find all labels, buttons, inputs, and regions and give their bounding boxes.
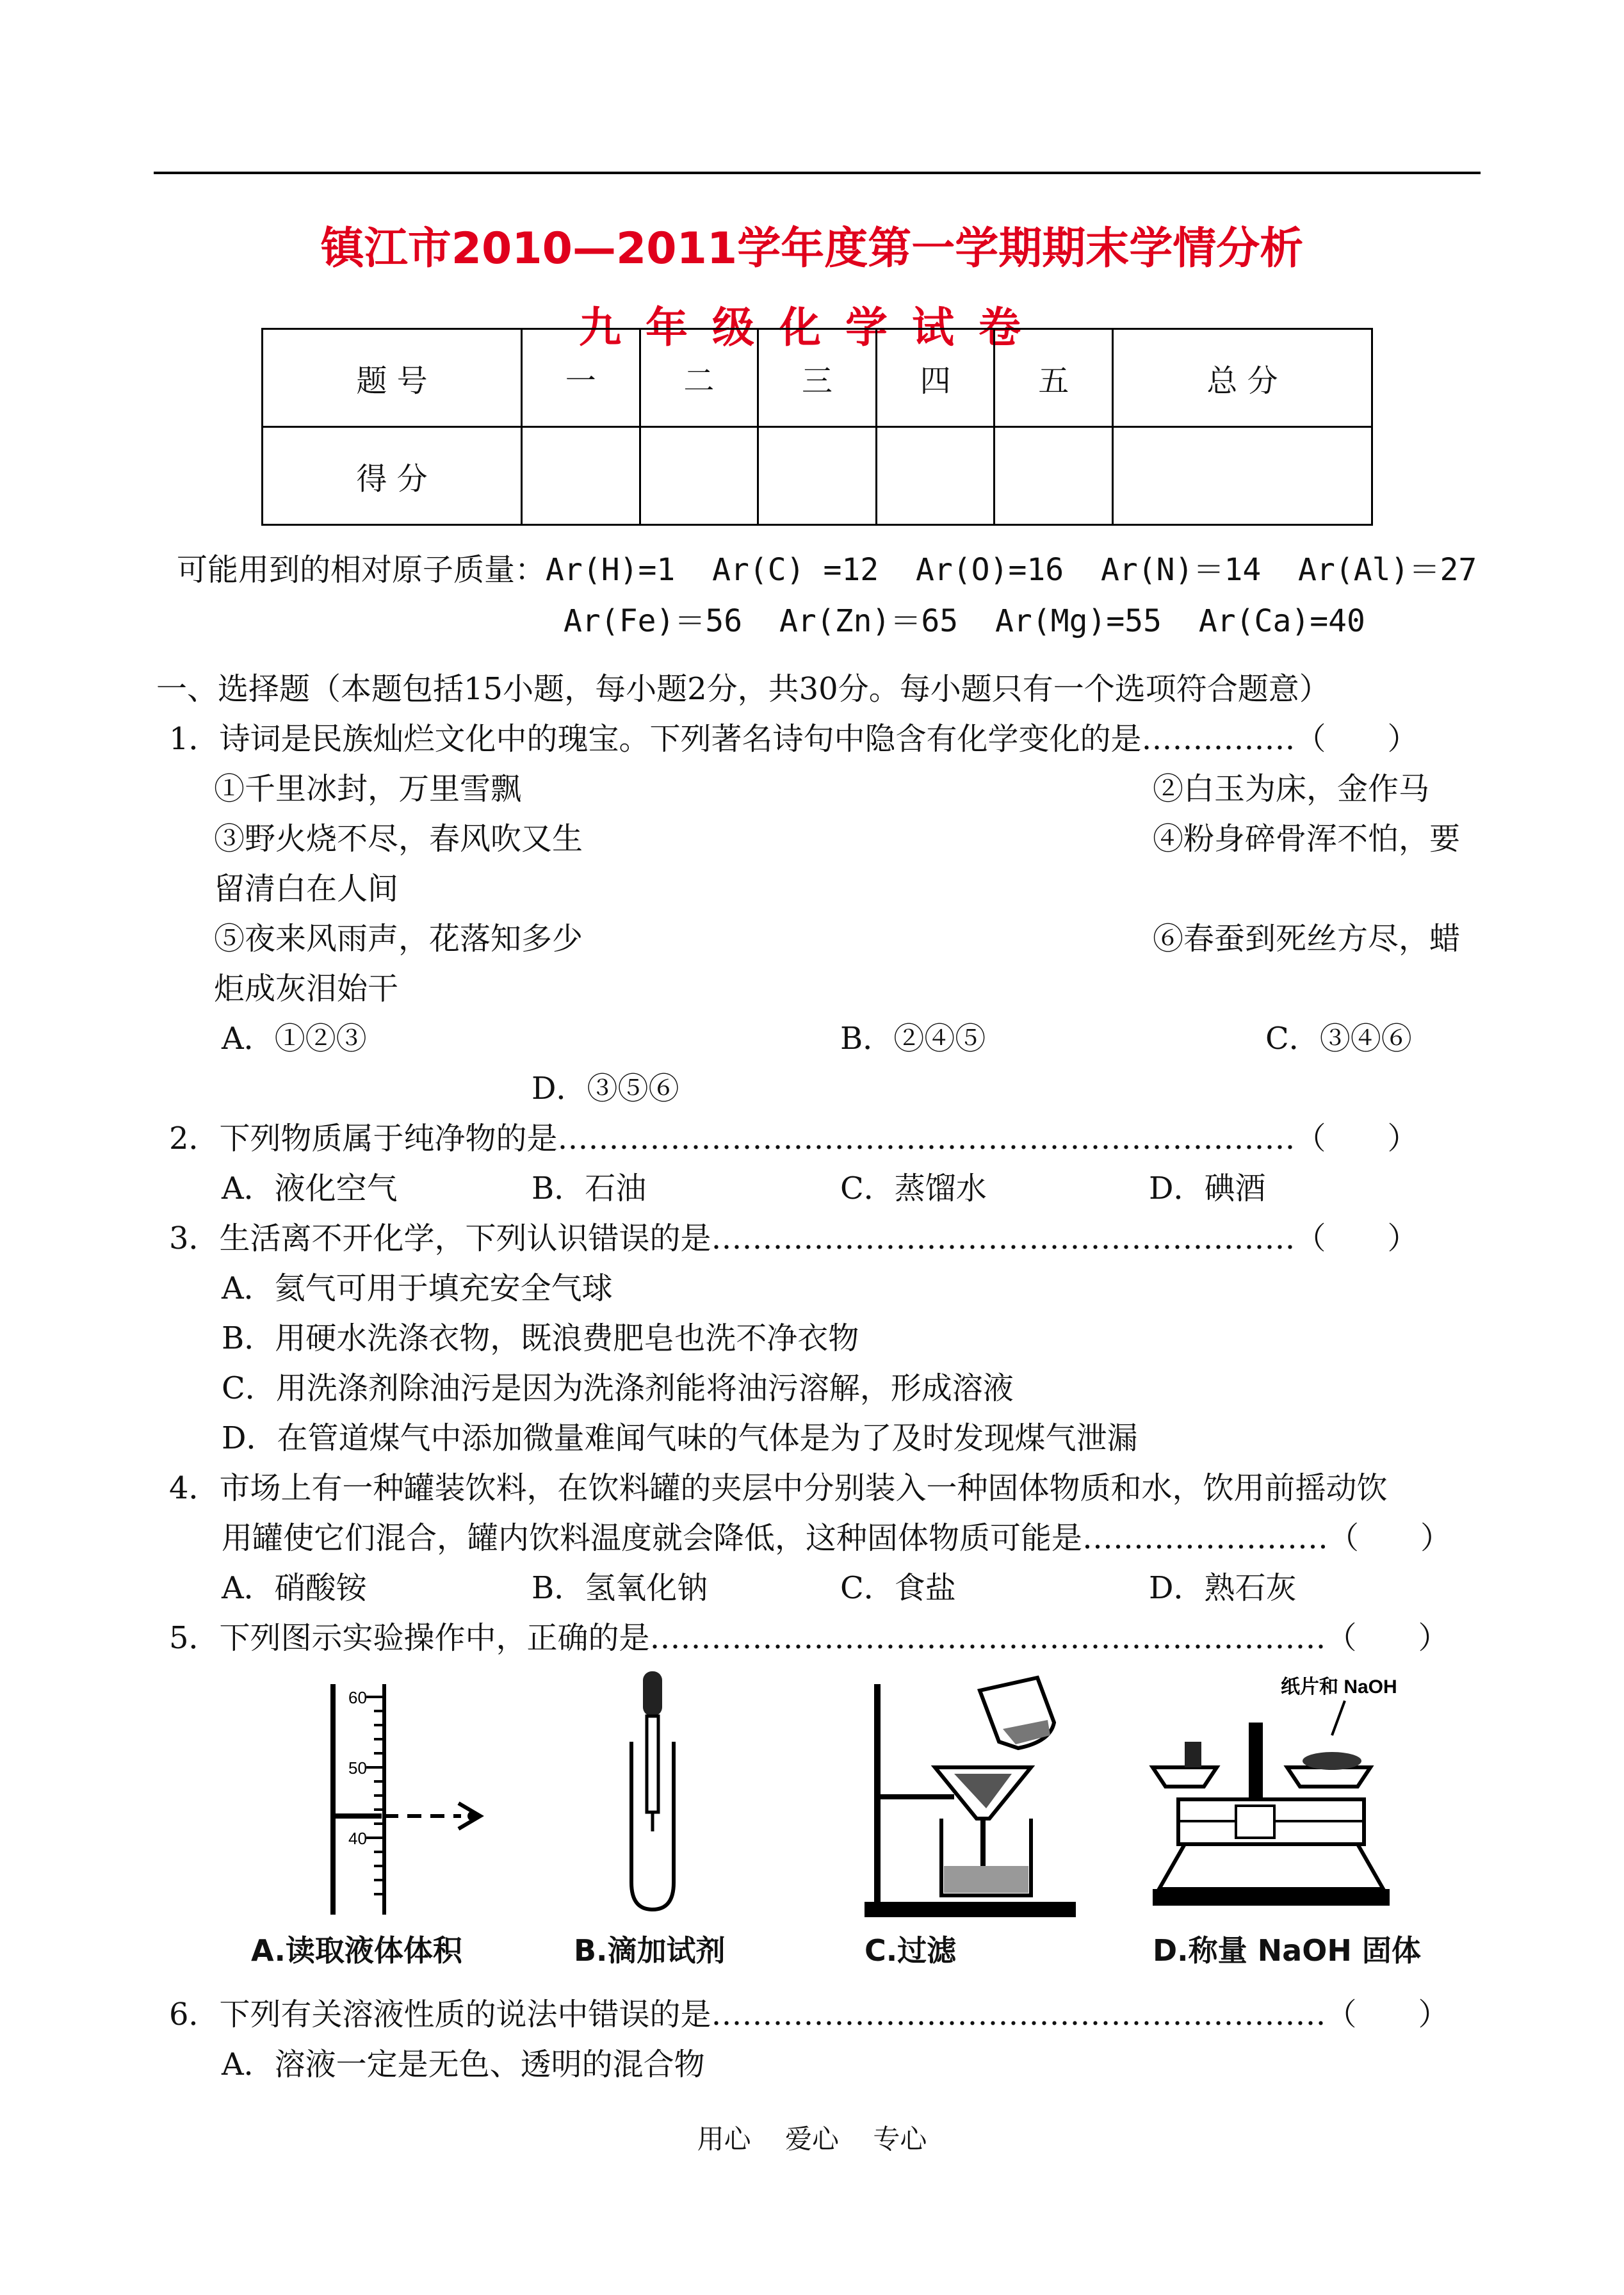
eye-icon (467, 1811, 478, 1821)
figure-c-caption: C.过滤 (865, 1933, 957, 1968)
question-1-stem: 1．诗词是民族灿烂文化中的瑰宝。下列著名诗句中隐含有化学变化的是……………（ ） (169, 721, 1418, 757)
question-2-stem: 2．下列物质属于纯净物的是………………………………………………………………（ ） (169, 1121, 1418, 1156)
score-table-score-row (263, 427, 1372, 525)
graduated-cylinder-figure (307, 1671, 499, 1915)
question-1-option-a: A．①②③ (222, 1021, 367, 1057)
question-6-option-a: A．溶液一定是无色、透明的混合物 (222, 2047, 705, 2082)
question-3-option-d: D．在管道煤气中添加微量难闻气味的气体是为了及时发现煤气泄漏 (222, 1420, 1138, 1456)
question-4-option-a: A．硝酸铵 (222, 1570, 367, 1606)
question-3-option-b: B．用硬水洗涤衣物，既浪费肥皂也洗不净衣物 (222, 1320, 859, 1356)
weight-icon (1185, 1742, 1201, 1767)
question-1-poem: ①千里冰封，万里雪飘 (214, 771, 522, 807)
exam-subtitle: 九年级化学试卷 (579, 303, 1045, 352)
question-1-poem: ②白玉为床，金作马 (1153, 771, 1430, 807)
question-2-option-a: A．液化空气 (222, 1171, 398, 1206)
naoh-paper-label: 纸片和 NaOH (1281, 1676, 1397, 1698)
score-input-cell (1113, 427, 1372, 525)
question-4-option-d: D．熟石灰 (1149, 1570, 1297, 1606)
question-1-option-c: C．③④⑥ (1265, 1021, 1412, 1057)
tick-label-40: 40 (348, 1829, 367, 1848)
score-table-cell: 一 (521, 329, 640, 427)
score-input-cell (521, 427, 640, 525)
score-table-cell: 总 分 (1113, 329, 1372, 427)
score-input-cell (995, 427, 1113, 525)
score-table-cell: 四 (876, 329, 995, 427)
score-table-cell: 得 分 (263, 427, 522, 525)
question-4-stem: 4．市场上有一种罐装饮料，在饮料罐的夹层中分别装入一种固体物质和水，饮用前摇动饮 (169, 1470, 1388, 1506)
figure-a-caption: A.读取液体体积 (251, 1933, 462, 1968)
section-heading: 一、选择题（本题包括15小题，每小题2分，共30分。每小题只有一个选项符合题意） (156, 671, 1330, 707)
filtration-figure (858, 1671, 1089, 1921)
question-1-poem: ③野火烧不尽，春风吹又生 (214, 821, 583, 857)
question-2-option-d: D．碘酒 (1149, 1171, 1266, 1206)
score-table (261, 328, 1373, 526)
question-4-stem-cont: 用罐使它们混合，罐内饮料温度就会降低，这种固体物质可能是……………………（ ） (222, 1520, 1452, 1556)
question-1-poem: ⑤夜来风雨声，花落知多少 (214, 921, 583, 957)
score-table-cell: 二 (640, 329, 758, 427)
page-footer: 用心 爱心 专心 (697, 2123, 927, 2155)
figure-d-caption: D.称量 NaOH 固体 (1153, 1933, 1421, 1968)
question-5-stem: 5．下列图示实验操作中，正确的是…………………………………………………………（ ） (169, 1620, 1449, 1656)
question-1-poem: ④粉身碎骨浑不怕，要 (1153, 821, 1461, 857)
question-1-poem: 炬成灰泪始干 (214, 971, 399, 1007)
question-4-option-c: C．食盐 (840, 1570, 956, 1606)
question-2-option-b: B．石油 (532, 1171, 647, 1206)
question-1-poem: ⑥春蚕到死丝方尽，蜡 (1153, 921, 1461, 957)
dropper-test-tube-figure (615, 1671, 692, 1915)
atomic-mass-values-2: Ar(Fe)＝56 Ar(Zn)＝65 Ar(Mg)=55 Ar(Ca)=40 (564, 603, 1365, 639)
question-1-option-b: B．②④⑤ (840, 1021, 986, 1057)
balance-figure (1140, 1671, 1409, 1915)
atomic-mass-label: 可能用到的相对原子质量： (177, 552, 546, 588)
score-input-cell (758, 427, 877, 525)
question-4-option-b: B．氢氧化钠 (532, 1570, 708, 1606)
dropper-bulb-icon (643, 1671, 662, 1716)
question-3-option-a: A．氦气可用于填充安全气球 (222, 1270, 613, 1306)
score-input-cell (876, 427, 995, 525)
question-6-stem: 6．下列有关溶液性质的说法中错误的是……………………………………………………（ ） (169, 1997, 1449, 2032)
score-table-cell: 三 (758, 329, 877, 427)
question-2-option-c: C．蒸馏水 (840, 1171, 987, 1206)
atomic-mass-line-1 (177, 551, 1477, 589)
score-table-cell: 五 (995, 329, 1113, 427)
tick-label-60: 60 (348, 1688, 367, 1707)
question-1-option-d: D．③⑤⑥ (532, 1071, 679, 1107)
question-1-poem: 留清白在人间 (214, 871, 399, 907)
score-table-header-row (263, 329, 1372, 427)
tick-label-50: 50 (348, 1758, 367, 1778)
score-input-cell (640, 427, 758, 525)
question-3-option-c: C．用洗涤剂除油污是因为洗涤剂能将油污溶解，形成溶液 (222, 1370, 1014, 1406)
score-table-cell: 题 号 (263, 329, 522, 427)
question-3-stem: 3．生活离不开化学，下列认识错误的是…………………………………………………（ ） (169, 1220, 1418, 1256)
top-rule (154, 172, 1481, 174)
exam-title: 镇江市2010—2011学年度第一学期期末学情分析 (320, 223, 1304, 274)
figure-b-caption: B.滴加试剂 (574, 1933, 726, 1968)
atomic-mass-values-1: Ar(H)=1 Ar(C) =12 Ar(O)=16 Ar(N)＝14 Ar(Al)＝27 (546, 552, 1477, 588)
